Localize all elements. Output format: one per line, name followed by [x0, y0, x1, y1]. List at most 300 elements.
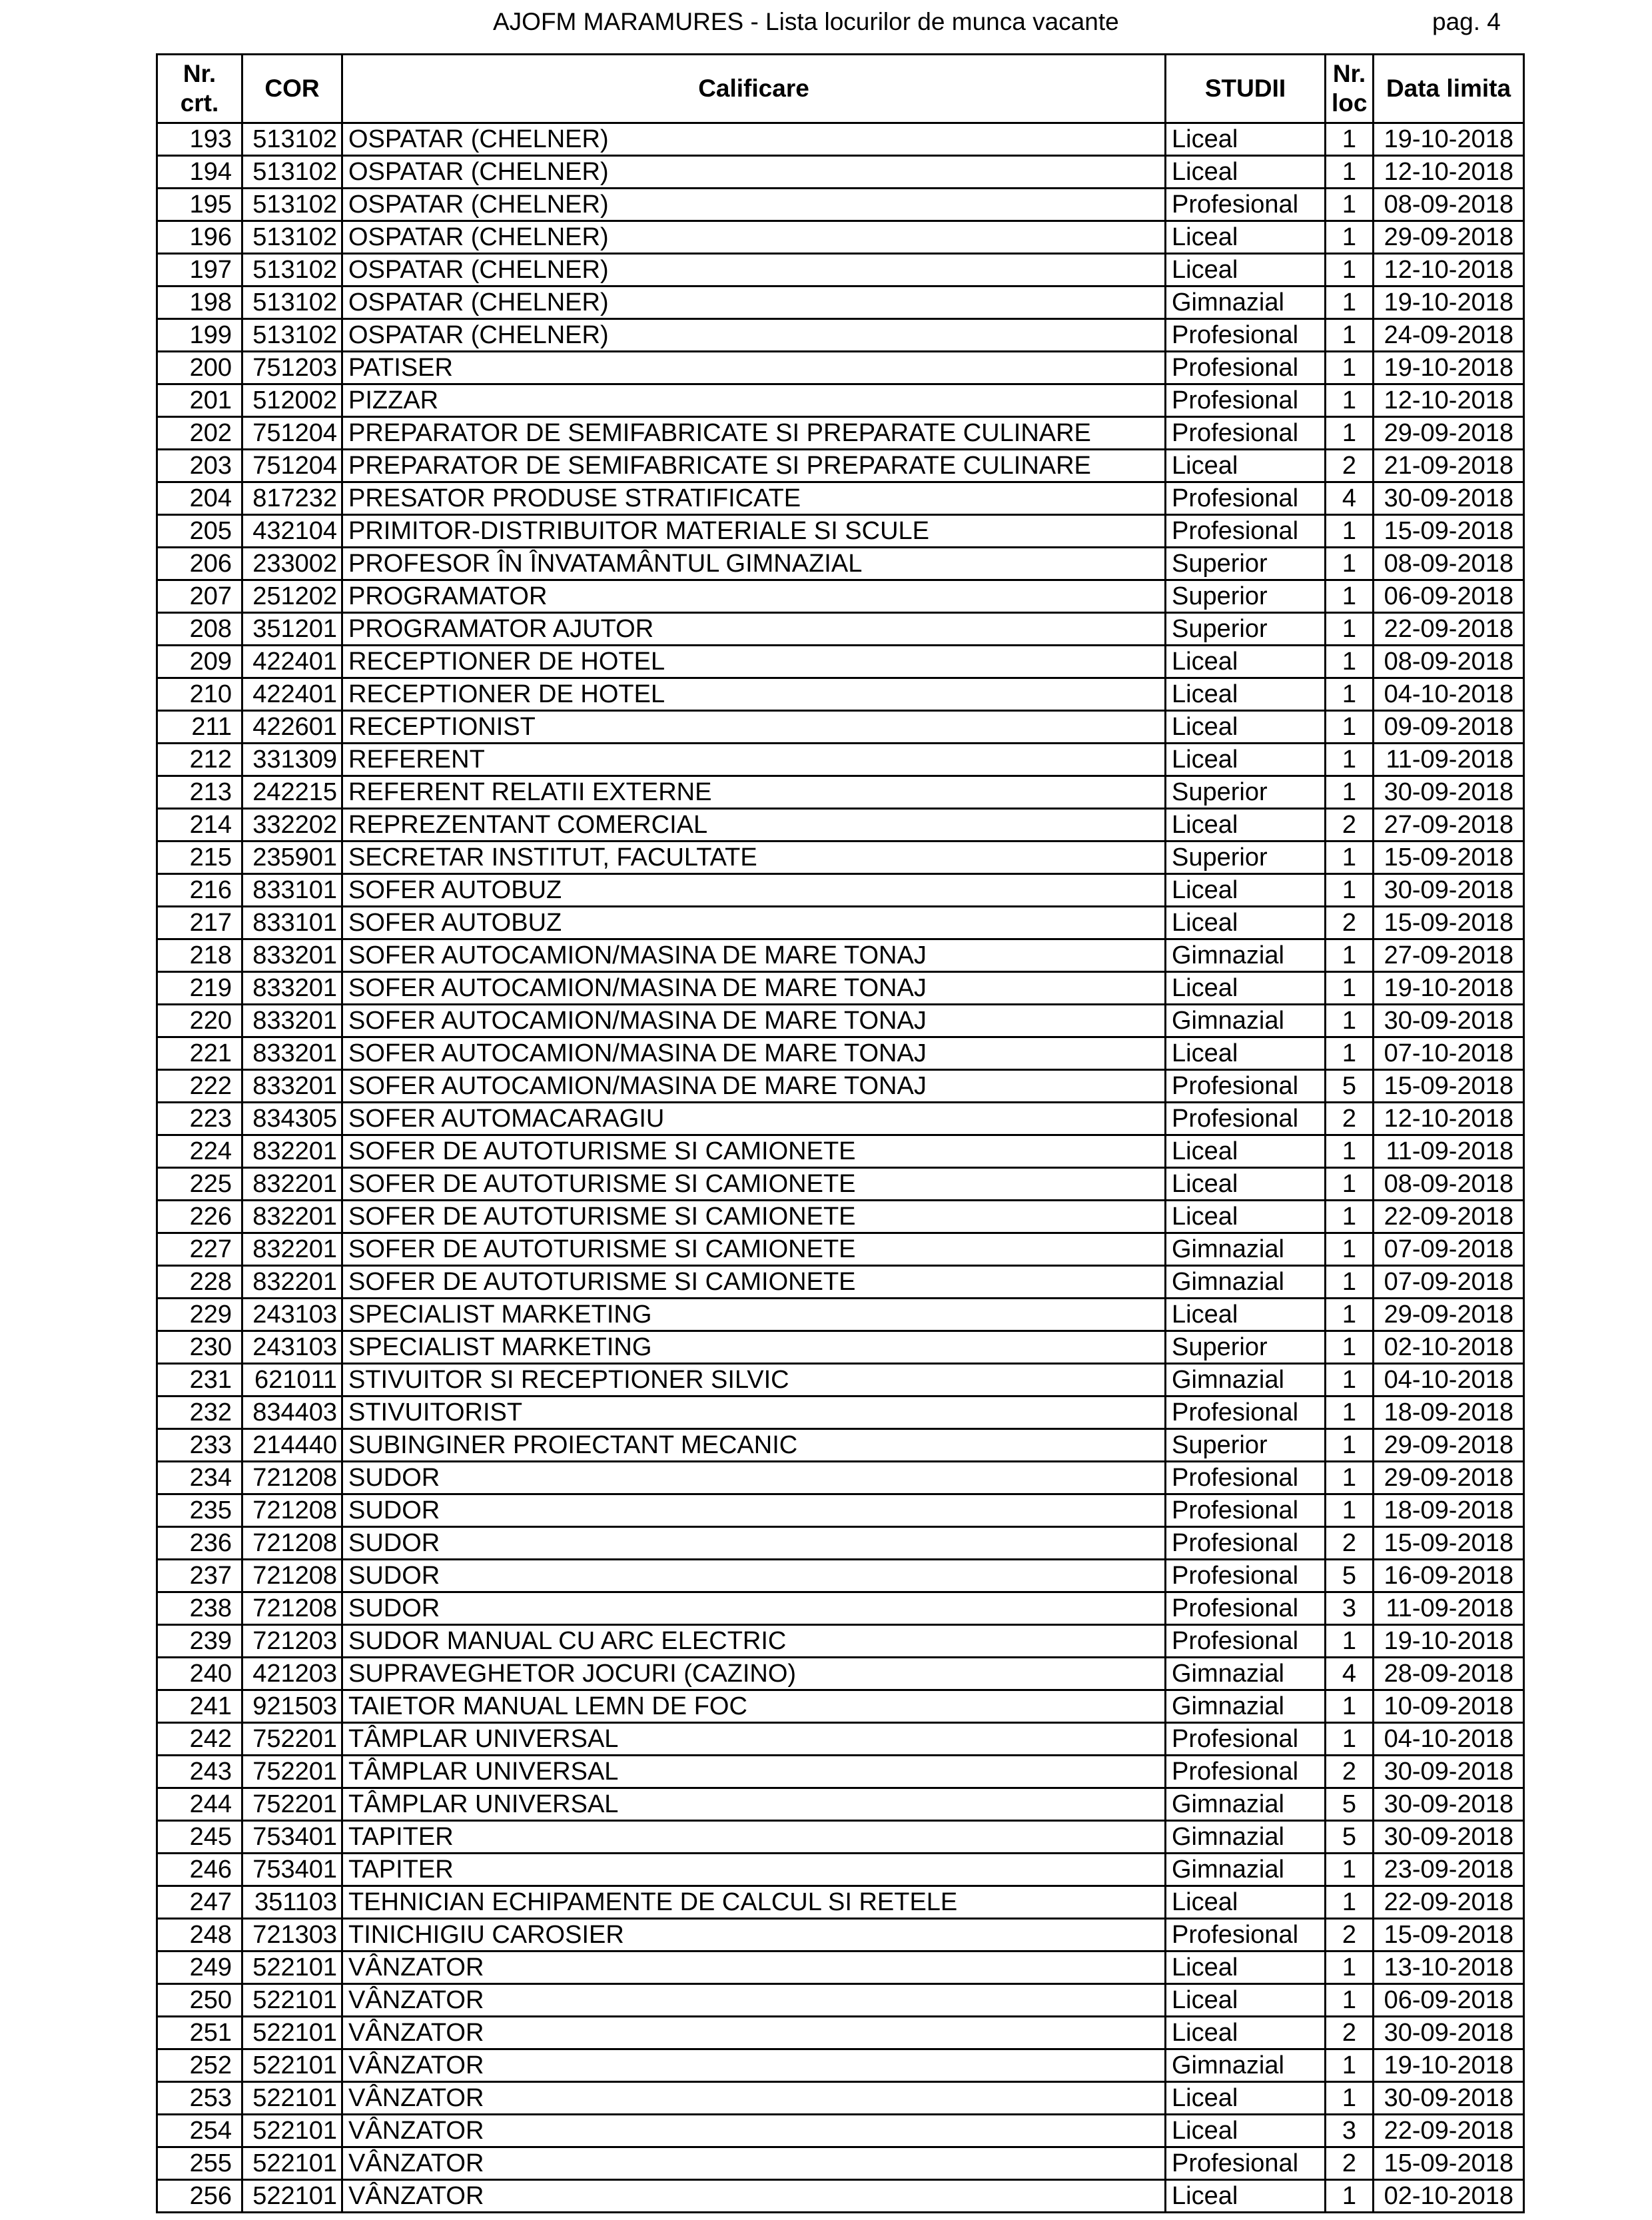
nr-loc-cell: 1 [1326, 613, 1374, 646]
cor-code-cell: 721208 [242, 1462, 342, 1494]
calificare-cell: STIVUITOR SI RECEPTIONER SILVIC [342, 1364, 1166, 1396]
row-number-cell: 202 [157, 417, 242, 450]
row-number-cell: 214 [157, 809, 242, 841]
calificare-cell: PRIMITOR-DISTRIBUITOR MATERIALE SI SCULE [342, 515, 1166, 548]
row-number-cell: 243 [157, 1756, 242, 1788]
data-limita-cell: 08-09-2018 [1374, 1168, 1524, 1201]
data-limita-cell: 15-09-2018 [1374, 1527, 1524, 1560]
table-row [157, 1494, 1524, 1527]
data-limita-cell: 28-09-2018 [1374, 1658, 1524, 1690]
table-row [157, 1854, 1524, 1886]
calificare-cell: OSPATAR (CHELNER) [342, 286, 1166, 319]
cor-code-cell: 621011 [242, 1364, 342, 1396]
nr-loc-cell: 1 [1326, 384, 1374, 417]
studii-cell: Superior [1166, 613, 1326, 646]
nr-loc-cell: 1 [1326, 972, 1374, 1005]
data-limita-cell: 11-09-2018 [1374, 744, 1524, 776]
studii-cell: Gimnazial [1166, 1266, 1326, 1299]
studii-cell: Liceal [1166, 1984, 1326, 2017]
studii-cell: Gimnazial [1166, 286, 1326, 319]
table-row [157, 515, 1524, 548]
data-limita-cell: 30-09-2018 [1374, 482, 1524, 515]
data-limita-cell: 16-09-2018 [1374, 1560, 1524, 1592]
studii-cell: Gimnazial [1166, 1233, 1326, 1266]
row-number-cell: 204 [157, 482, 242, 515]
cor-code-cell: 817232 [242, 482, 342, 515]
nr-loc-cell: 5 [1326, 1788, 1374, 1821]
cor-code-cell: 753401 [242, 1854, 342, 1886]
cor-code-cell: 214440 [242, 1429, 342, 1462]
nr-loc-cell: 1 [1326, 841, 1374, 874]
calificare-cell: OSPATAR (CHELNER) [342, 319, 1166, 352]
row-number-cell: 231 [157, 1364, 242, 1396]
studii-cell: Liceal [1166, 2180, 1326, 2213]
table-row [157, 123, 1524, 156]
cor-code-cell: 832201 [242, 1201, 342, 1233]
row-number-cell: 255 [157, 2147, 242, 2180]
table-row [157, 1951, 1524, 1984]
row-number-cell: 242 [157, 1723, 242, 1756]
data-limita-cell: 12-10-2018 [1374, 254, 1524, 286]
row-number-cell: 251 [157, 2017, 242, 2049]
row-number-cell: 223 [157, 1103, 242, 1135]
cor-code-cell: 422401 [242, 678, 342, 711]
table-row [157, 189, 1524, 221]
table-row [157, 1364, 1524, 1396]
row-number-cell: 199 [157, 319, 242, 352]
nr-loc-cell: 2 [1326, 809, 1374, 841]
table-row [157, 548, 1524, 580]
cor-code-cell: 522101 [242, 2147, 342, 2180]
nr-loc-cell: 2 [1326, 1919, 1374, 1951]
data-limita-cell: 15-09-2018 [1374, 2147, 1524, 2180]
cor-code-cell: 235901 [242, 841, 342, 874]
calificare-cell: SUDOR MANUAL CU ARC ELECTRIC [342, 1625, 1166, 1658]
studii-cell: Superior [1166, 776, 1326, 809]
calificare-cell: SPECIALIST MARKETING [342, 1299, 1166, 1331]
cor-code-cell: 513102 [242, 319, 342, 352]
column-header-nr: Nr. crt. [157, 55, 242, 123]
table-row [157, 1886, 1524, 1919]
row-number-cell: 253 [157, 2082, 242, 2115]
row-number-cell: 244 [157, 1788, 242, 1821]
studii-cell: Liceal [1166, 809, 1326, 841]
row-number-cell: 200 [157, 352, 242, 384]
table-row [157, 1723, 1524, 1756]
calificare-cell: SUDOR [342, 1494, 1166, 1527]
studii-cell: Superior [1166, 841, 1326, 874]
studii-cell: Liceal [1166, 646, 1326, 678]
row-number-cell: 215 [157, 841, 242, 874]
nr-loc-cell: 1 [1326, 1984, 1374, 2017]
table-row [157, 384, 1524, 417]
data-limita-cell: 30-09-2018 [1374, 1756, 1524, 1788]
table-row [157, 939, 1524, 972]
data-limita-cell: 22-09-2018 [1374, 1201, 1524, 1233]
studii-cell: Liceal [1166, 907, 1326, 939]
calificare-cell: VÂNZATOR [342, 2180, 1166, 2213]
calificare-cell: SUBINGINER PROIECTANT MECANIC [342, 1429, 1166, 1462]
calificare-cell: RECEPTIONIST [342, 711, 1166, 744]
nr-loc-cell: 1 [1326, 1364, 1374, 1396]
data-limita-cell: 08-09-2018 [1374, 646, 1524, 678]
studii-cell: Liceal [1166, 1135, 1326, 1168]
calificare-cell: SECRETAR INSTITUT, FACULTATE [342, 841, 1166, 874]
cor-code-cell: 721208 [242, 1592, 342, 1625]
calificare-cell: PREPARATOR DE SEMIFABRICATE SI PREPARATE CULINARE [342, 417, 1166, 450]
table-row [157, 2049, 1524, 2082]
data-limita-cell: 27-09-2018 [1374, 939, 1524, 972]
table-row [157, 1527, 1524, 1560]
table-row [157, 2115, 1524, 2147]
nr-loc-cell: 1 [1326, 2049, 1374, 2082]
nr-loc-cell: 1 [1326, 1037, 1374, 1070]
row-number-cell: 229 [157, 1299, 242, 1331]
nr-loc-cell: 1 [1326, 1135, 1374, 1168]
nr-loc-cell: 1 [1326, 580, 1374, 613]
nr-loc-cell: 3 [1326, 2115, 1374, 2147]
calificare-cell: SUDOR [342, 1560, 1166, 1592]
studii-cell: Liceal [1166, 1037, 1326, 1070]
calificare-cell: PIZZAR [342, 384, 1166, 417]
nr-loc-cell: 1 [1326, 1462, 1374, 1494]
data-limita-cell: 29-09-2018 [1374, 1462, 1524, 1494]
table-row [157, 2147, 1524, 2180]
studii-cell: Gimnazial [1166, 1854, 1326, 1886]
table-row [157, 613, 1524, 646]
calificare-cell: TÂMPLAR UNIVERSAL [342, 1723, 1166, 1756]
table-row [157, 1756, 1524, 1788]
data-limita-cell: 12-10-2018 [1374, 156, 1524, 189]
nr-loc-cell: 1 [1326, 1690, 1374, 1723]
cor-code-cell: 721208 [242, 1527, 342, 1560]
row-number-cell: 256 [157, 2180, 242, 2213]
table-row [157, 450, 1524, 482]
table-row [157, 1984, 1524, 2017]
nr-loc-cell: 1 [1326, 1331, 1374, 1364]
data-limita-cell: 29-09-2018 [1374, 221, 1524, 254]
data-limita-cell: 22-09-2018 [1374, 2115, 1524, 2147]
vacancies-table [156, 53, 1525, 2213]
calificare-cell: PROFESOR ÎN ÎNVATAMÂNTUL GIMNAZIAL [342, 548, 1166, 580]
data-limita-cell: 30-09-2018 [1374, 1788, 1524, 1821]
row-number-cell: 198 [157, 286, 242, 319]
studii-cell: Profesional [1166, 1756, 1326, 1788]
cor-code-cell: 921503 [242, 1690, 342, 1723]
row-number-cell: 218 [157, 939, 242, 972]
cor-code-cell: 833101 [242, 874, 342, 907]
table-row [157, 711, 1524, 744]
calificare-cell: OSPATAR (CHELNER) [342, 189, 1166, 221]
calificare-cell: TÂMPLAR UNIVERSAL [342, 1756, 1166, 1788]
studii-cell: Superior [1166, 1429, 1326, 1462]
calificare-cell: SOFER AUTOBUZ [342, 874, 1166, 907]
row-number-cell: 201 [157, 384, 242, 417]
calificare-cell: RECEPTIONER DE HOTEL [342, 646, 1166, 678]
table-row [157, 2082, 1524, 2115]
calificare-cell: PROGRAMATOR [342, 580, 1166, 613]
cor-code-cell: 833101 [242, 907, 342, 939]
studii-cell: Liceal [1166, 156, 1326, 189]
data-limita-cell: 19-10-2018 [1374, 972, 1524, 1005]
cor-code-cell: 243103 [242, 1331, 342, 1364]
table-row [157, 809, 1524, 841]
studii-cell: Profesional [1166, 352, 1326, 384]
cor-code-cell: 721208 [242, 1560, 342, 1592]
cor-code-cell: 331309 [242, 744, 342, 776]
calificare-cell: OSPATAR (CHELNER) [342, 156, 1166, 189]
row-number-cell: 193 [157, 123, 242, 156]
table-row [157, 1919, 1524, 1951]
studii-cell: Profesional [1166, 417, 1326, 450]
table-row [157, 319, 1524, 352]
studii-cell: Profesional [1166, 1625, 1326, 1658]
table-row [157, 972, 1524, 1005]
studii-cell: Superior [1166, 1331, 1326, 1364]
row-number-cell: 197 [157, 254, 242, 286]
nr-loc-cell: 1 [1326, 939, 1374, 972]
calificare-cell: OSPATAR (CHELNER) [342, 254, 1166, 286]
calificare-cell: SOFER DE AUTOTURISME SI CAMIONETE [342, 1168, 1166, 1201]
calificare-cell: SUDOR [342, 1592, 1166, 1625]
cor-code-cell: 833201 [242, 1037, 342, 1070]
cor-code-cell: 513102 [242, 286, 342, 319]
nr-loc-cell: 1 [1326, 189, 1374, 221]
data-limita-cell: 22-09-2018 [1374, 613, 1524, 646]
data-limita-cell: 02-10-2018 [1374, 1331, 1524, 1364]
table-body [157, 123, 1524, 2213]
cor-code-cell: 833201 [242, 939, 342, 972]
cor-code-cell: 513102 [242, 156, 342, 189]
cor-code-cell: 522101 [242, 2049, 342, 2082]
table-row [157, 874, 1524, 907]
nr-loc-cell: 1 [1326, 646, 1374, 678]
studii-cell: Liceal [1166, 450, 1326, 482]
row-number-cell: 219 [157, 972, 242, 1005]
row-number-cell: 238 [157, 1592, 242, 1625]
table-row [157, 841, 1524, 874]
table-row [157, 221, 1524, 254]
nr-loc-cell: 2 [1326, 2147, 1374, 2180]
row-number-cell: 209 [157, 646, 242, 678]
row-number-cell: 240 [157, 1658, 242, 1690]
cor-code-cell: 242215 [242, 776, 342, 809]
cor-code-cell: 422601 [242, 711, 342, 744]
nr-loc-cell: 1 [1326, 874, 1374, 907]
table-row [157, 1135, 1524, 1168]
cor-code-cell: 522101 [242, 2082, 342, 2115]
data-limita-cell: 06-09-2018 [1374, 1984, 1524, 2017]
cor-code-cell: 351201 [242, 613, 342, 646]
table-row [157, 580, 1524, 613]
calificare-cell: VÂNZATOR [342, 2082, 1166, 2115]
table-row [157, 254, 1524, 286]
nr-loc-cell: 1 [1326, 1168, 1374, 1201]
calificare-cell: TINICHIGIU CAROSIER [342, 1919, 1166, 1951]
calificare-cell: VÂNZATOR [342, 2017, 1166, 2049]
nr-loc-cell: 1 [1326, 1429, 1374, 1462]
data-limita-cell: 15-09-2018 [1374, 907, 1524, 939]
cor-code-cell: 751204 [242, 450, 342, 482]
cor-code-cell: 251202 [242, 580, 342, 613]
studii-cell: Superior [1166, 580, 1326, 613]
data-limita-cell: 30-09-2018 [1374, 1821, 1524, 1854]
table-header-row [157, 55, 1524, 123]
cor-code-cell: 833201 [242, 972, 342, 1005]
data-limita-cell: 08-09-2018 [1374, 548, 1524, 580]
calificare-cell: PATISER [342, 352, 1166, 384]
studii-cell: Liceal [1166, 2017, 1326, 2049]
nr-loc-cell: 1 [1326, 1951, 1374, 1984]
nr-loc-cell: 2 [1326, 450, 1374, 482]
studii-cell: Liceal [1166, 972, 1326, 1005]
nr-loc-cell: 1 [1326, 548, 1374, 580]
data-limita-cell: 15-09-2018 [1374, 515, 1524, 548]
studii-cell: Liceal [1166, 744, 1326, 776]
calificare-cell: TAIETOR MANUAL LEMN DE FOC [342, 1690, 1166, 1723]
studii-cell: Liceal [1166, 678, 1326, 711]
calificare-cell: SOFER DE AUTOTURISME SI CAMIONETE [342, 1201, 1166, 1233]
table-row [157, 1233, 1524, 1266]
data-limita-cell: 24-09-2018 [1374, 319, 1524, 352]
studii-cell: Liceal [1166, 254, 1326, 286]
data-limita-cell: 11-09-2018 [1374, 1135, 1524, 1168]
data-limita-cell: 12-10-2018 [1374, 1103, 1524, 1135]
data-limita-cell: 07-09-2018 [1374, 1266, 1524, 1299]
data-limita-cell: 30-09-2018 [1374, 2017, 1524, 2049]
cor-code-cell: 421203 [242, 1658, 342, 1690]
nr-loc-cell: 4 [1326, 1658, 1374, 1690]
calificare-cell: REFERENT RELATII EXTERNE [342, 776, 1166, 809]
table-row [157, 1690, 1524, 1723]
row-number-cell: 239 [157, 1625, 242, 1658]
cor-code-cell: 522101 [242, 1951, 342, 1984]
table-row [157, 776, 1524, 809]
calificare-cell: TAPITER [342, 1854, 1166, 1886]
nr-loc-cell: 1 [1326, 2180, 1374, 2213]
studii-cell: Profesional [1166, 1396, 1326, 1429]
studii-cell: Liceal [1166, 874, 1326, 907]
row-number-cell: 232 [157, 1396, 242, 1429]
data-limita-cell: 19-10-2018 [1374, 1625, 1524, 1658]
nr-loc-cell: 1 [1326, 678, 1374, 711]
row-number-cell: 227 [157, 1233, 242, 1266]
row-number-cell: 235 [157, 1494, 242, 1527]
cor-code-cell: 332202 [242, 809, 342, 841]
calificare-cell: PREPARATOR DE SEMIFABRICATE SI PREPARATE CULINARE [342, 450, 1166, 482]
data-limita-cell: 19-10-2018 [1374, 123, 1524, 156]
data-limita-cell: 02-10-2018 [1374, 2180, 1524, 2213]
table-row [157, 1625, 1524, 1658]
cor-code-cell: 522101 [242, 2115, 342, 2147]
nr-loc-cell: 1 [1326, 1723, 1374, 1756]
table-row [157, 1462, 1524, 1494]
table-row [157, 646, 1524, 678]
row-number-cell: 230 [157, 1331, 242, 1364]
data-limita-cell: 04-10-2018 [1374, 678, 1524, 711]
nr-loc-cell: 1 [1326, 156, 1374, 189]
row-number-cell: 211 [157, 711, 242, 744]
row-number-cell: 248 [157, 1919, 242, 1951]
studii-cell: Liceal [1166, 1886, 1326, 1919]
studii-cell: Profesional [1166, 1070, 1326, 1103]
data-limita-cell: 07-09-2018 [1374, 1233, 1524, 1266]
table-row [157, 2017, 1524, 2049]
cor-code-cell: 513102 [242, 221, 342, 254]
studii-cell: Profesional [1166, 1103, 1326, 1135]
calificare-cell: SUDOR [342, 1527, 1166, 1560]
table-row [157, 1005, 1524, 1037]
calificare-cell: OSPATAR (CHELNER) [342, 123, 1166, 156]
calificare-cell: PRESATOR PRODUSE STRATIFICATE [342, 482, 1166, 515]
nr-loc-cell: 1 [1326, 1233, 1374, 1266]
nr-loc-cell: 1 [1326, 1396, 1374, 1429]
row-number-cell: 207 [157, 580, 242, 613]
nr-loc-cell: 2 [1326, 907, 1374, 939]
data-limita-cell: 18-09-2018 [1374, 1494, 1524, 1527]
nr-loc-cell: 2 [1326, 1756, 1374, 1788]
row-number-cell: 252 [157, 2049, 242, 2082]
nr-loc-cell: 1 [1326, 1299, 1374, 1331]
nr-loc-cell: 5 [1326, 1560, 1374, 1592]
cor-code-cell: 721203 [242, 1625, 342, 1658]
nr-loc-cell: 1 [1326, 123, 1374, 156]
row-number-cell: 221 [157, 1037, 242, 1070]
studii-cell: Liceal [1166, 2115, 1326, 2147]
cor-code-cell: 721208 [242, 1494, 342, 1527]
studii-cell: Profesional [1166, 1560, 1326, 1592]
studii-cell: Profesional [1166, 384, 1326, 417]
data-limita-cell: 15-09-2018 [1374, 1070, 1524, 1103]
nr-loc-cell: 4 [1326, 482, 1374, 515]
calificare-cell: VÂNZATOR [342, 1984, 1166, 2017]
calificare-cell: SOFER AUTOCAMION/MASINA DE MARE TONAJ [342, 1070, 1166, 1103]
table-row [157, 1037, 1524, 1070]
column-header-data-limita: Data limita [1374, 55, 1524, 123]
data-limita-cell: 30-09-2018 [1374, 776, 1524, 809]
data-limita-cell: 08-09-2018 [1374, 189, 1524, 221]
row-number-cell: 196 [157, 221, 242, 254]
calificare-cell: SOFER AUTOCAMION/MASINA DE MARE TONAJ [342, 939, 1166, 972]
calificare-cell: TEHNICIAN ECHIPAMENTE DE CALCUL SI RETELE [342, 1886, 1166, 1919]
row-number-cell: 210 [157, 678, 242, 711]
cor-code-cell: 752201 [242, 1788, 342, 1821]
studii-cell: Liceal [1166, 1168, 1326, 1201]
cor-code-cell: 512002 [242, 384, 342, 417]
row-number-cell: 216 [157, 874, 242, 907]
row-number-cell: 233 [157, 1429, 242, 1462]
data-limita-cell: 06-09-2018 [1374, 580, 1524, 613]
table-row [157, 1103, 1524, 1135]
row-number-cell: 236 [157, 1527, 242, 1560]
table-row [157, 482, 1524, 515]
data-limita-cell: 29-09-2018 [1374, 1299, 1524, 1331]
studii-cell: Profesional [1166, 1919, 1326, 1951]
row-number-cell: 224 [157, 1135, 242, 1168]
studii-cell: Gimnazial [1166, 1005, 1326, 1037]
data-limita-cell: 11-09-2018 [1374, 1592, 1524, 1625]
table-row [157, 744, 1524, 776]
calificare-cell: SOFER DE AUTOTURISME SI CAMIONETE [342, 1135, 1166, 1168]
data-limita-cell: 13-10-2018 [1374, 1951, 1524, 1984]
nr-loc-cell: 2 [1326, 2017, 1374, 2049]
calificare-cell: VÂNZATOR [342, 1951, 1166, 1984]
calificare-cell: TÂMPLAR UNIVERSAL [342, 1788, 1166, 1821]
calificare-cell: SUDOR [342, 1462, 1166, 1494]
cor-code-cell: 351103 [242, 1886, 342, 1919]
cor-code-cell: 233002 [242, 548, 342, 580]
data-limita-cell: 12-10-2018 [1374, 384, 1524, 417]
